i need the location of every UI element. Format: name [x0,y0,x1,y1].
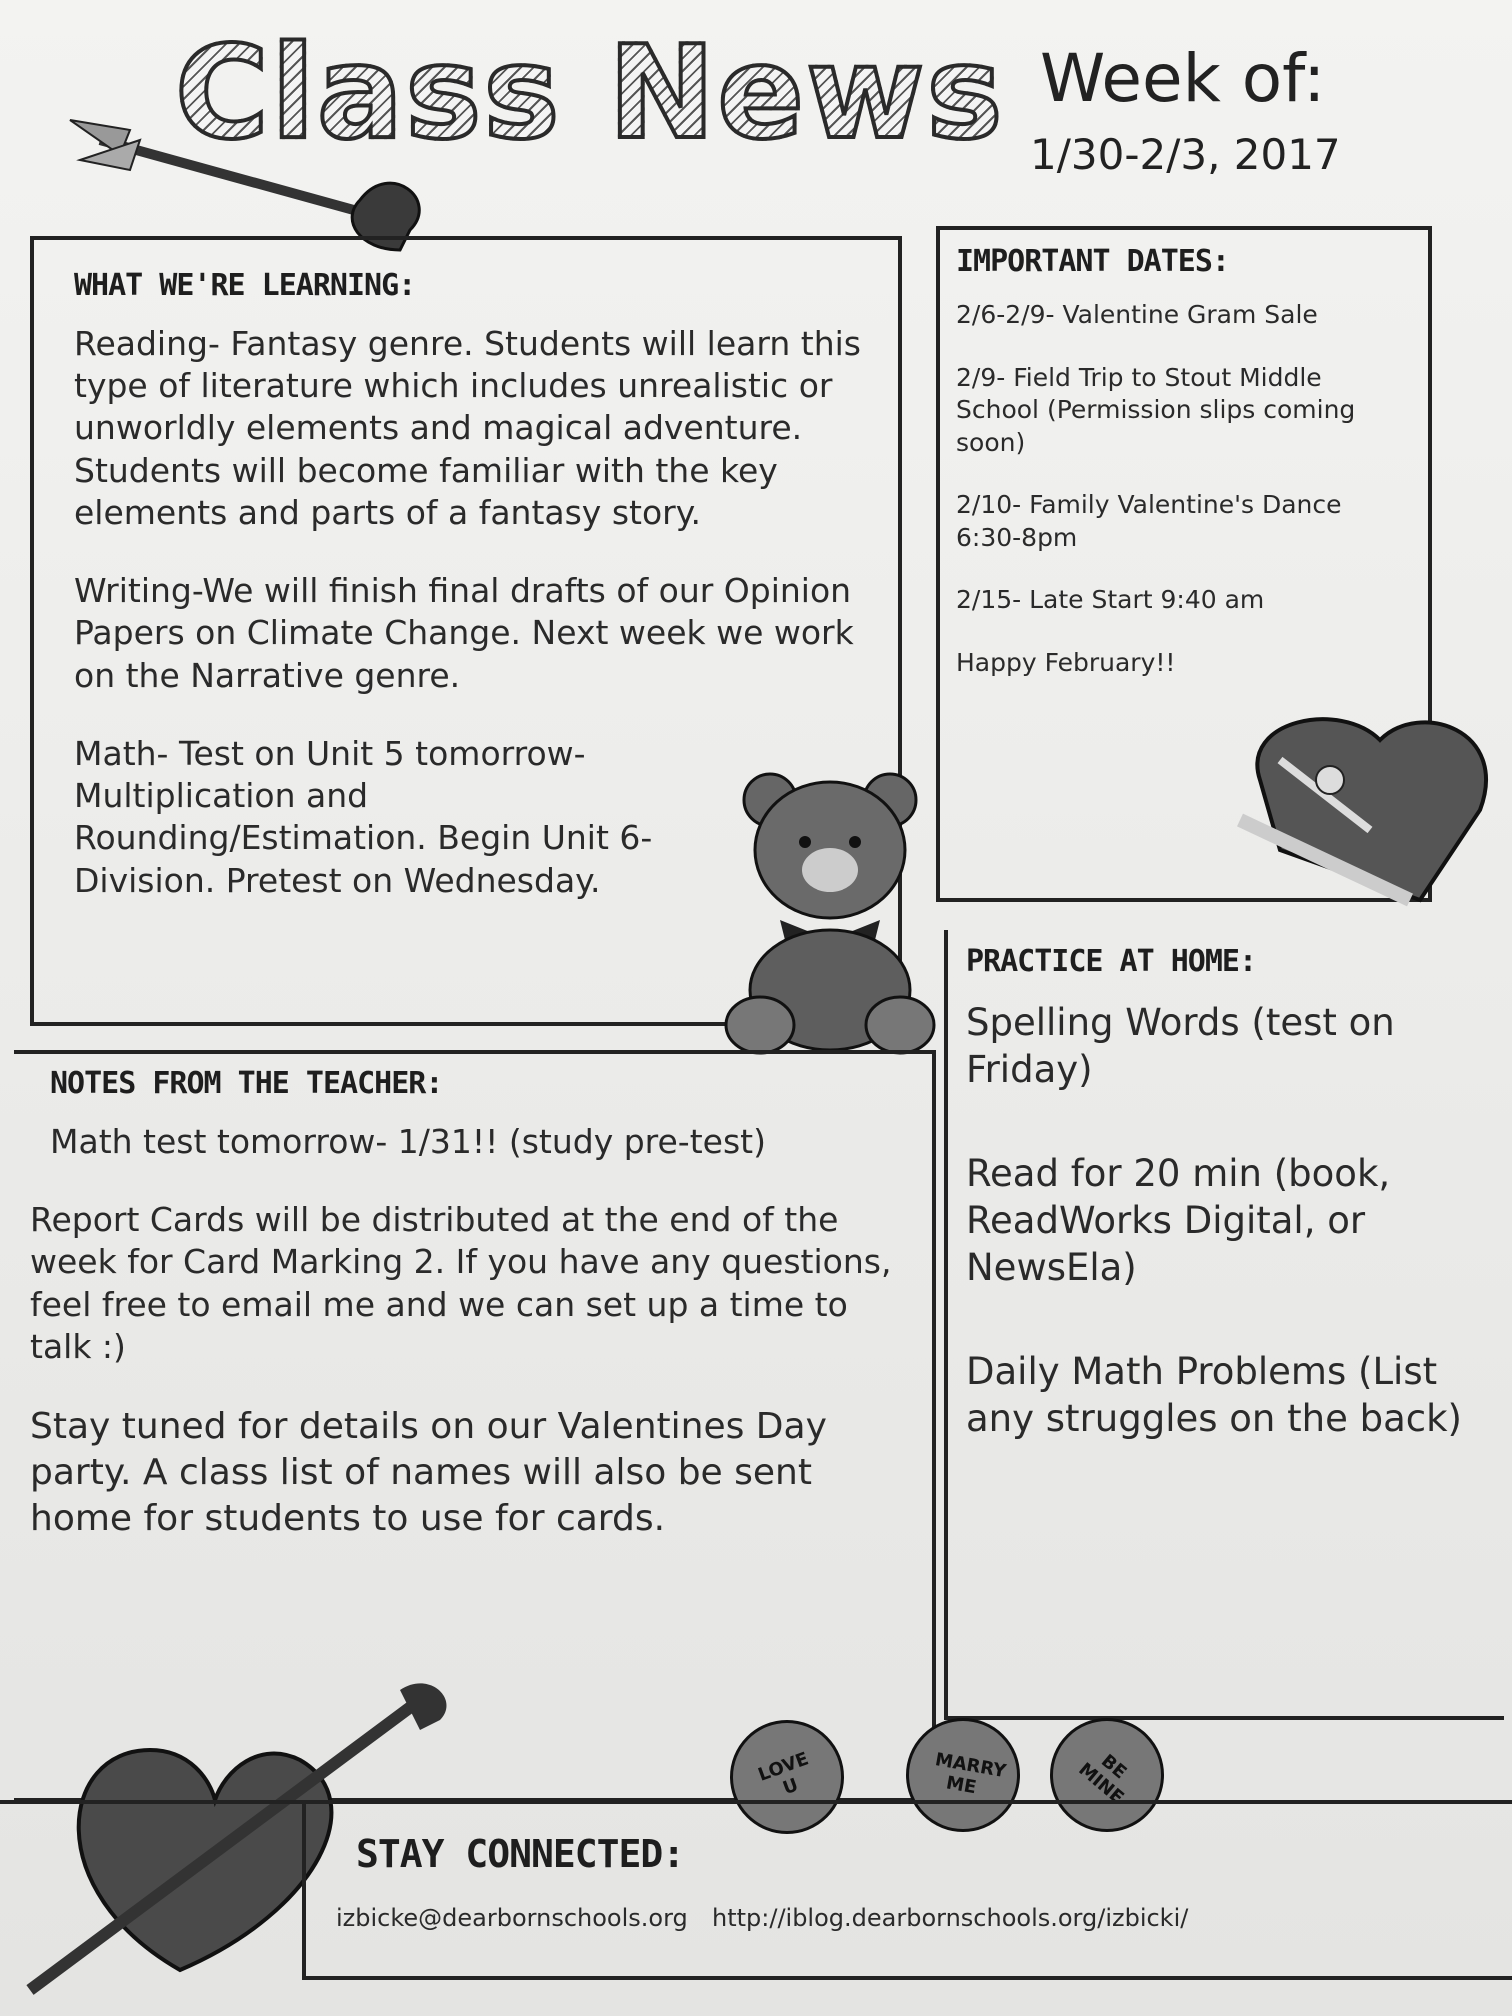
date-item: 2/6-2/9- Valentine Gram Sale [956,300,1318,329]
note-item: Stay tuned for details on our Valentines Day party. A class list of names will also be sent home for students to use for cards. [30,1406,827,1540]
practice-heading: PRACTICE AT HOME: [966,944,1257,979]
practice-section [944,930,1504,1720]
learning-heading: WHAT WE'RE LEARNING: [74,268,416,303]
contact-email[interactable]: izbicke@dearbornschools.org [336,1904,688,1932]
learning-writing: Writing-We will finish final drafts of our Opinion Papers on Climate Change. Next week we work on the Narrative genre. [74,571,854,695]
note-item: Report Cards will be distributed at the end of the week for Card Marking 2. If you have any questions, feel free to email me and we can set up a time to talk :) [30,1200,892,1366]
note-item: Math test tomorrow- 1/31!! (study pre-test) [50,1122,766,1161]
date-item: 2/9- Field Trip to Stout Middle School (Permission slips coming soon) [956,362,1356,457]
date-item: 2/10- Family Valentine's Dance 6:30-8pm [956,490,1342,552]
chocolate-box-icon [1220,700,1500,910]
learning-reading: Reading- Fantasy genre. Students will learn this type of literature which includes unrealistic or unworldly elements and magical adventure. Students will become familiar with the key elements and parts of a fantasy story. [74,324,861,532]
connected-heading: STAY CONNECTED: [356,1832,685,1876]
teddy-bear-icon [720,770,950,1060]
newsletter-title: Class News [175,19,1005,168]
practice-item: Daily Math Problems (List any struggles on the back) [966,1349,1462,1441]
divider [0,1800,302,1804]
learning-math: Math- Test on Unit 5 tomorrow- Multiplication and Rounding/Estimation. Begin Unit 6- Division. Pretest on Wednesday. [74,733,653,900]
practice-item: Spelling Words (test on Friday) [966,1001,1395,1092]
week-label: Week of: [1040,40,1326,117]
candy-heart-label: BE MINE [1074,1750,1131,1809]
stay-connected-section [302,1800,1512,1980]
date-item: 2/15- Late Start 9:40 am [956,585,1265,614]
candy-heart-label: LOVE U [755,1748,812,1800]
candy-heart-label: MARRY ME [933,1749,1008,1799]
notes-heading: NOTES FROM THE TEACHER: [50,1066,443,1101]
date-item: Happy February!! [956,647,1176,677]
contact-blog-url[interactable]: http://iblog.dearbornschools.org/izbicki/ [712,1904,1189,1932]
week-dates: 1/30-2/3, 2017 [1030,130,1341,179]
practice-item: Read for 20 min (book, ReadWorks Digital, or NewsEla) [966,1151,1391,1290]
dates-heading: IMPORTANT DATES: [956,244,1229,279]
